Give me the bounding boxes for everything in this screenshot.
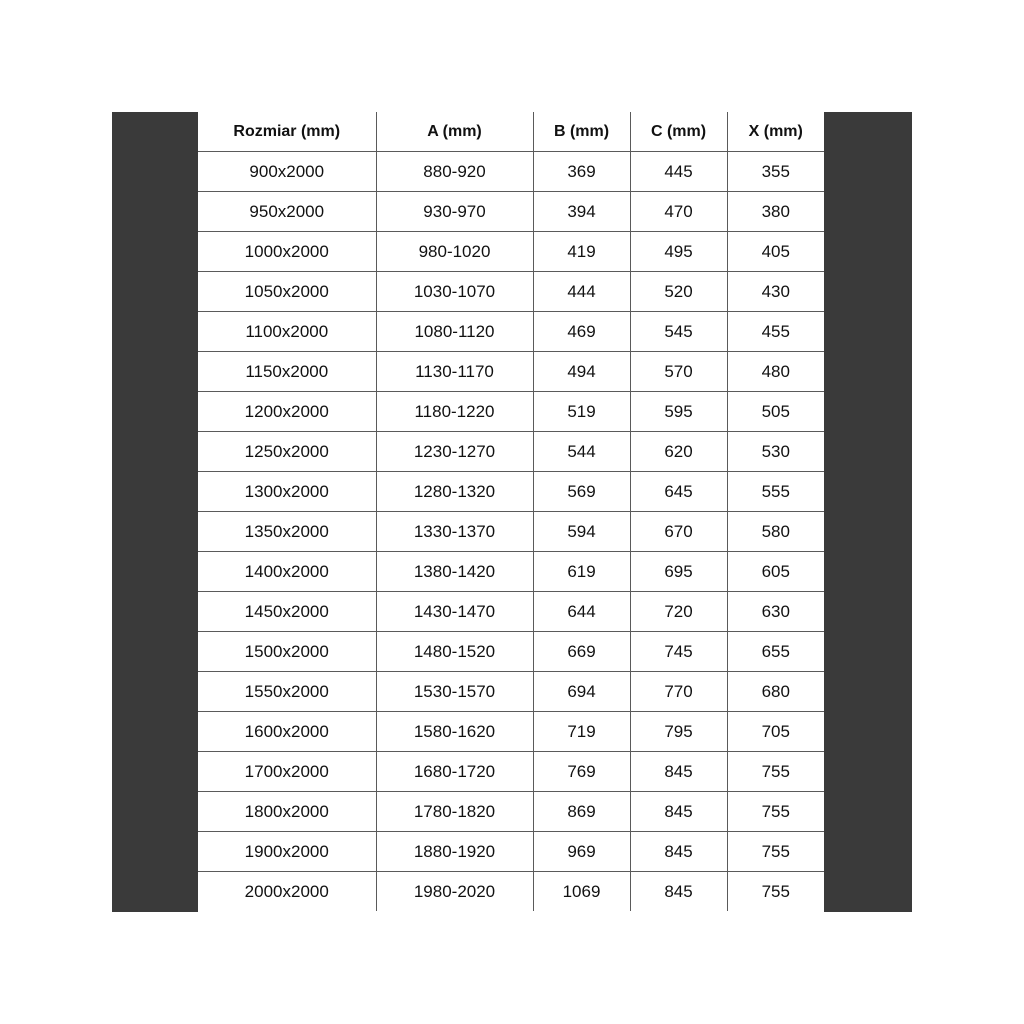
header-c: C (mm)	[630, 112, 727, 152]
table-row	[198, 472, 824, 512]
table-row	[198, 392, 824, 432]
cell-x: 505	[727, 392, 824, 432]
cell-a: 1680-1720	[376, 752, 533, 792]
cell-b: 594	[533, 512, 630, 552]
cell-c: 695	[630, 552, 727, 592]
cell-a: 980-1020	[376, 232, 533, 272]
cell-b: 644	[533, 592, 630, 632]
cell-c: 645	[630, 472, 727, 512]
cell-c: 520	[630, 272, 727, 312]
cell-a: 930-970	[376, 192, 533, 232]
cell-x: 755	[727, 832, 824, 872]
cell-c: 445	[630, 152, 727, 192]
cell-x: 755	[727, 872, 824, 912]
table-row	[198, 432, 824, 472]
cell-c: 745	[630, 632, 727, 672]
header-x: X (mm)	[727, 112, 824, 152]
table-row	[198, 232, 824, 272]
table-body	[198, 152, 824, 912]
cell-c: 795	[630, 712, 727, 752]
cell-b: 469	[533, 312, 630, 352]
cell-rozmiar: 1200x2000	[198, 392, 376, 432]
cell-b: 419	[533, 232, 630, 272]
cell-c: 845	[630, 752, 727, 792]
cell-a: 1580-1620	[376, 712, 533, 752]
cell-rozmiar: 1050x2000	[198, 272, 376, 312]
cell-b: 544	[533, 432, 630, 472]
cell-rozmiar: 1300x2000	[198, 472, 376, 512]
cell-c: 670	[630, 512, 727, 552]
cell-x: 530	[727, 432, 824, 472]
cell-x: 755	[727, 792, 824, 832]
header-a: A (mm)	[376, 112, 533, 152]
cell-a: 1080-1120	[376, 312, 533, 352]
cell-c: 545	[630, 312, 727, 352]
cell-b: 444	[533, 272, 630, 312]
cell-a: 1330-1370	[376, 512, 533, 552]
cell-b: 569	[533, 472, 630, 512]
cell-rozmiar: 1150x2000	[198, 352, 376, 392]
table-row	[198, 632, 824, 672]
cell-a: 1280-1320	[376, 472, 533, 512]
table-row	[198, 752, 824, 792]
cell-x: 405	[727, 232, 824, 272]
cell-a: 1480-1520	[376, 632, 533, 672]
cell-a: 1180-1220	[376, 392, 533, 432]
cell-x: 380	[727, 192, 824, 232]
cell-a: 1380-1420	[376, 552, 533, 592]
dimensions-table-container	[198, 112, 824, 912]
table-row	[198, 312, 824, 352]
cell-x: 630	[727, 592, 824, 632]
cell-b: 969	[533, 832, 630, 872]
cell-a: 1780-1820	[376, 792, 533, 832]
table-row	[198, 712, 824, 752]
table-row	[198, 792, 824, 832]
cell-a: 1980-2020	[376, 872, 533, 912]
cell-a: 1880-1920	[376, 832, 533, 872]
table-row	[198, 832, 824, 872]
cell-x: 680	[727, 672, 824, 712]
cell-c: 720	[630, 592, 727, 632]
table-row	[198, 192, 824, 232]
cell-x: 705	[727, 712, 824, 752]
cell-x: 605	[727, 552, 824, 592]
table-row	[198, 352, 824, 392]
table-row	[198, 552, 824, 592]
dimensions-table	[198, 112, 824, 911]
cell-b: 494	[533, 352, 630, 392]
cell-rozmiar: 2000x2000	[198, 872, 376, 912]
cell-x: 655	[727, 632, 824, 672]
cell-b: 694	[533, 672, 630, 712]
cell-x: 355	[727, 152, 824, 192]
cell-c: 470	[630, 192, 727, 232]
table-row	[198, 592, 824, 632]
cell-x: 580	[727, 512, 824, 552]
table-row	[198, 152, 824, 192]
cell-rozmiar: 1800x2000	[198, 792, 376, 832]
cell-a: 1530-1570	[376, 672, 533, 712]
cell-c: 845	[630, 792, 727, 832]
cell-b: 519	[533, 392, 630, 432]
table-header-row	[198, 112, 824, 152]
cell-x: 755	[727, 752, 824, 792]
cell-a: 1030-1070	[376, 272, 533, 312]
header-b: B (mm)	[533, 112, 630, 152]
cell-rozmiar: 1350x2000	[198, 512, 376, 552]
table-row	[198, 672, 824, 712]
cell-b: 769	[533, 752, 630, 792]
cell-b: 369	[533, 152, 630, 192]
cell-c: 620	[630, 432, 727, 472]
cell-rozmiar: 1100x2000	[198, 312, 376, 352]
cell-rozmiar: 1550x2000	[198, 672, 376, 712]
cell-rozmiar: 950x2000	[198, 192, 376, 232]
cell-b: 869	[533, 792, 630, 832]
cell-c: 570	[630, 352, 727, 392]
cell-c: 845	[630, 872, 727, 912]
cell-b: 669	[533, 632, 630, 672]
cell-x: 430	[727, 272, 824, 312]
cell-rozmiar: 1600x2000	[198, 712, 376, 752]
table-row	[198, 872, 824, 912]
cell-b: 619	[533, 552, 630, 592]
cell-rozmiar: 1250x2000	[198, 432, 376, 472]
cell-rozmiar: 1900x2000	[198, 832, 376, 872]
table-row	[198, 512, 824, 552]
cell-a: 880-920	[376, 152, 533, 192]
header-rozmiar: Rozmiar (mm)	[198, 112, 376, 152]
cell-c: 495	[630, 232, 727, 272]
cell-rozmiar: 1000x2000	[198, 232, 376, 272]
cell-c: 845	[630, 832, 727, 872]
cell-x: 555	[727, 472, 824, 512]
table-row	[198, 272, 824, 312]
cell-x: 480	[727, 352, 824, 392]
cell-c: 770	[630, 672, 727, 712]
cell-rozmiar: 1500x2000	[198, 632, 376, 672]
cell-rozmiar: 1700x2000	[198, 752, 376, 792]
cell-a: 1430-1470	[376, 592, 533, 632]
cell-b: 394	[533, 192, 630, 232]
cell-rozmiar: 900x2000	[198, 152, 376, 192]
cell-b: 1069	[533, 872, 630, 912]
cell-rozmiar: 1400x2000	[198, 552, 376, 592]
cell-a: 1230-1270	[376, 432, 533, 472]
cell-c: 595	[630, 392, 727, 432]
cell-b: 719	[533, 712, 630, 752]
cell-x: 455	[727, 312, 824, 352]
cell-rozmiar: 1450x2000	[198, 592, 376, 632]
cell-a: 1130-1170	[376, 352, 533, 392]
